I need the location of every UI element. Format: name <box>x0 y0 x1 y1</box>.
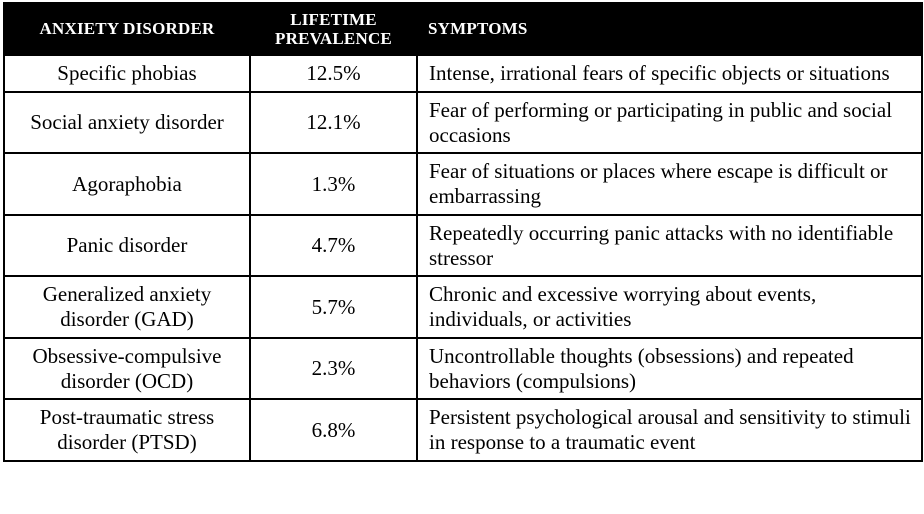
cell-disorder: Generalized anxiety disorder (GAD) <box>4 276 250 338</box>
table-header-row <box>4 3 922 55</box>
cell-prevalence: 4.7% <box>250 215 417 277</box>
cell-prevalence: 5.7% <box>250 276 417 338</box>
cell-symptoms: Repeatedly occurring panic attacks with no identifiable stressor <box>417 215 922 277</box>
column-header-anxiety-disorder: ANXIETY DISORDER <box>4 3 250 55</box>
cell-disorder: Agoraphobia <box>4 153 250 215</box>
anxiety-disorders-table-container <box>0 2 924 514</box>
cell-prevalence: 6.8% <box>250 399 417 461</box>
table-row <box>4 215 922 277</box>
cell-symptoms: Intense, irrational fears of specific objects or situations <box>417 55 922 92</box>
table-row <box>4 276 922 338</box>
cell-symptoms: Uncontrollable thoughts (obsessions) and repeated behaviors (compulsions) <box>417 338 922 400</box>
cell-disorder: Obsessive-compulsive disorder (OCD) <box>4 338 250 400</box>
table-row <box>4 55 922 92</box>
cell-symptoms: Fear of situations or places where escape is difficult or embarrassing <box>417 153 922 215</box>
table-row <box>4 92 922 154</box>
cell-disorder: Specific phobias <box>4 55 250 92</box>
cell-symptoms: Fear of performing or participating in public and social occasions <box>417 92 922 154</box>
cell-symptoms: Persistent psychological arousal and sensitivity to stimuli in response to a traumatic event <box>417 399 922 461</box>
table-header <box>4 3 922 55</box>
table-row <box>4 399 922 461</box>
column-header-lifetime-prevalence: LIFETIME PREVALENCE <box>250 3 417 55</box>
anxiety-disorders-table <box>3 2 923 462</box>
cell-disorder: Social anxiety disorder <box>4 92 250 154</box>
cell-disorder: Post-traumatic stress disorder (PTSD) <box>4 399 250 461</box>
cell-prevalence: 1.3% <box>250 153 417 215</box>
table-row <box>4 153 922 215</box>
cell-symptoms: Chronic and excessive worrying about events, individuals, or activities <box>417 276 922 338</box>
table-body <box>4 55 922 461</box>
cell-prevalence: 12.1% <box>250 92 417 154</box>
column-header-symptoms: SYMPTOMS <box>417 3 922 55</box>
cell-prevalence: 12.5% <box>250 55 417 92</box>
table-row <box>4 338 922 400</box>
cell-prevalence: 2.3% <box>250 338 417 400</box>
cell-disorder: Panic disorder <box>4 215 250 277</box>
